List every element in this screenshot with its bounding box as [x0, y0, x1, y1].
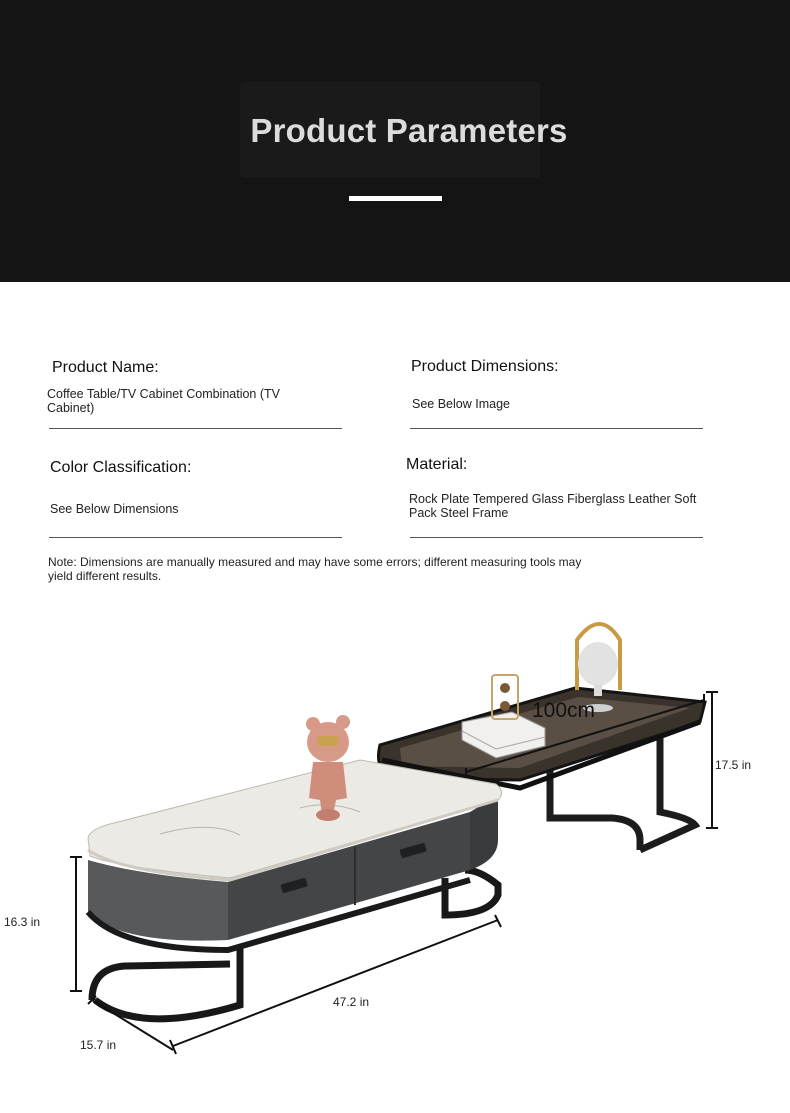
color-label: Color Classification:: [50, 459, 192, 476]
product-illustration: [0, 600, 790, 1080]
dimensions-value: See Below Image: [412, 397, 510, 411]
divider: [410, 428, 703, 429]
divider: [49, 428, 342, 429]
color-value: See Below Dimensions: [50, 502, 179, 516]
material-label: Material:: [406, 456, 468, 473]
dimension-height-left: 16.3 in: [4, 915, 41, 929]
title-underline: [349, 196, 442, 201]
dimension-height-right: 17.5 in: [715, 758, 752, 772]
dimension-depth: 15.7 in: [80, 1038, 117, 1052]
header-banner: [0, 0, 790, 282]
dimension-length-top: 100cm: [532, 699, 596, 722]
tv-cabinet: [88, 760, 502, 1019]
dimension-length-bottom: 47.2 in: [333, 995, 370, 1009]
measurement-note: Note: Dimensions are manually measured and may have some errors; different measuring tools may yield different results.: [48, 555, 582, 583]
page-title: Product Parameters: [250, 112, 568, 149]
product-name-value: Coffee Table/TV Cabinet Combination (TV Cabinet): [47, 387, 280, 415]
dimensions-label: Product Dimensions:: [411, 358, 559, 375]
divider: [49, 537, 342, 538]
product-name-label: Product Name:: [52, 359, 159, 376]
divider: [410, 537, 703, 538]
material-value: Rock Plate Tempered Glass Fiberglass Leather Soft Pack Steel Frame: [409, 492, 697, 520]
